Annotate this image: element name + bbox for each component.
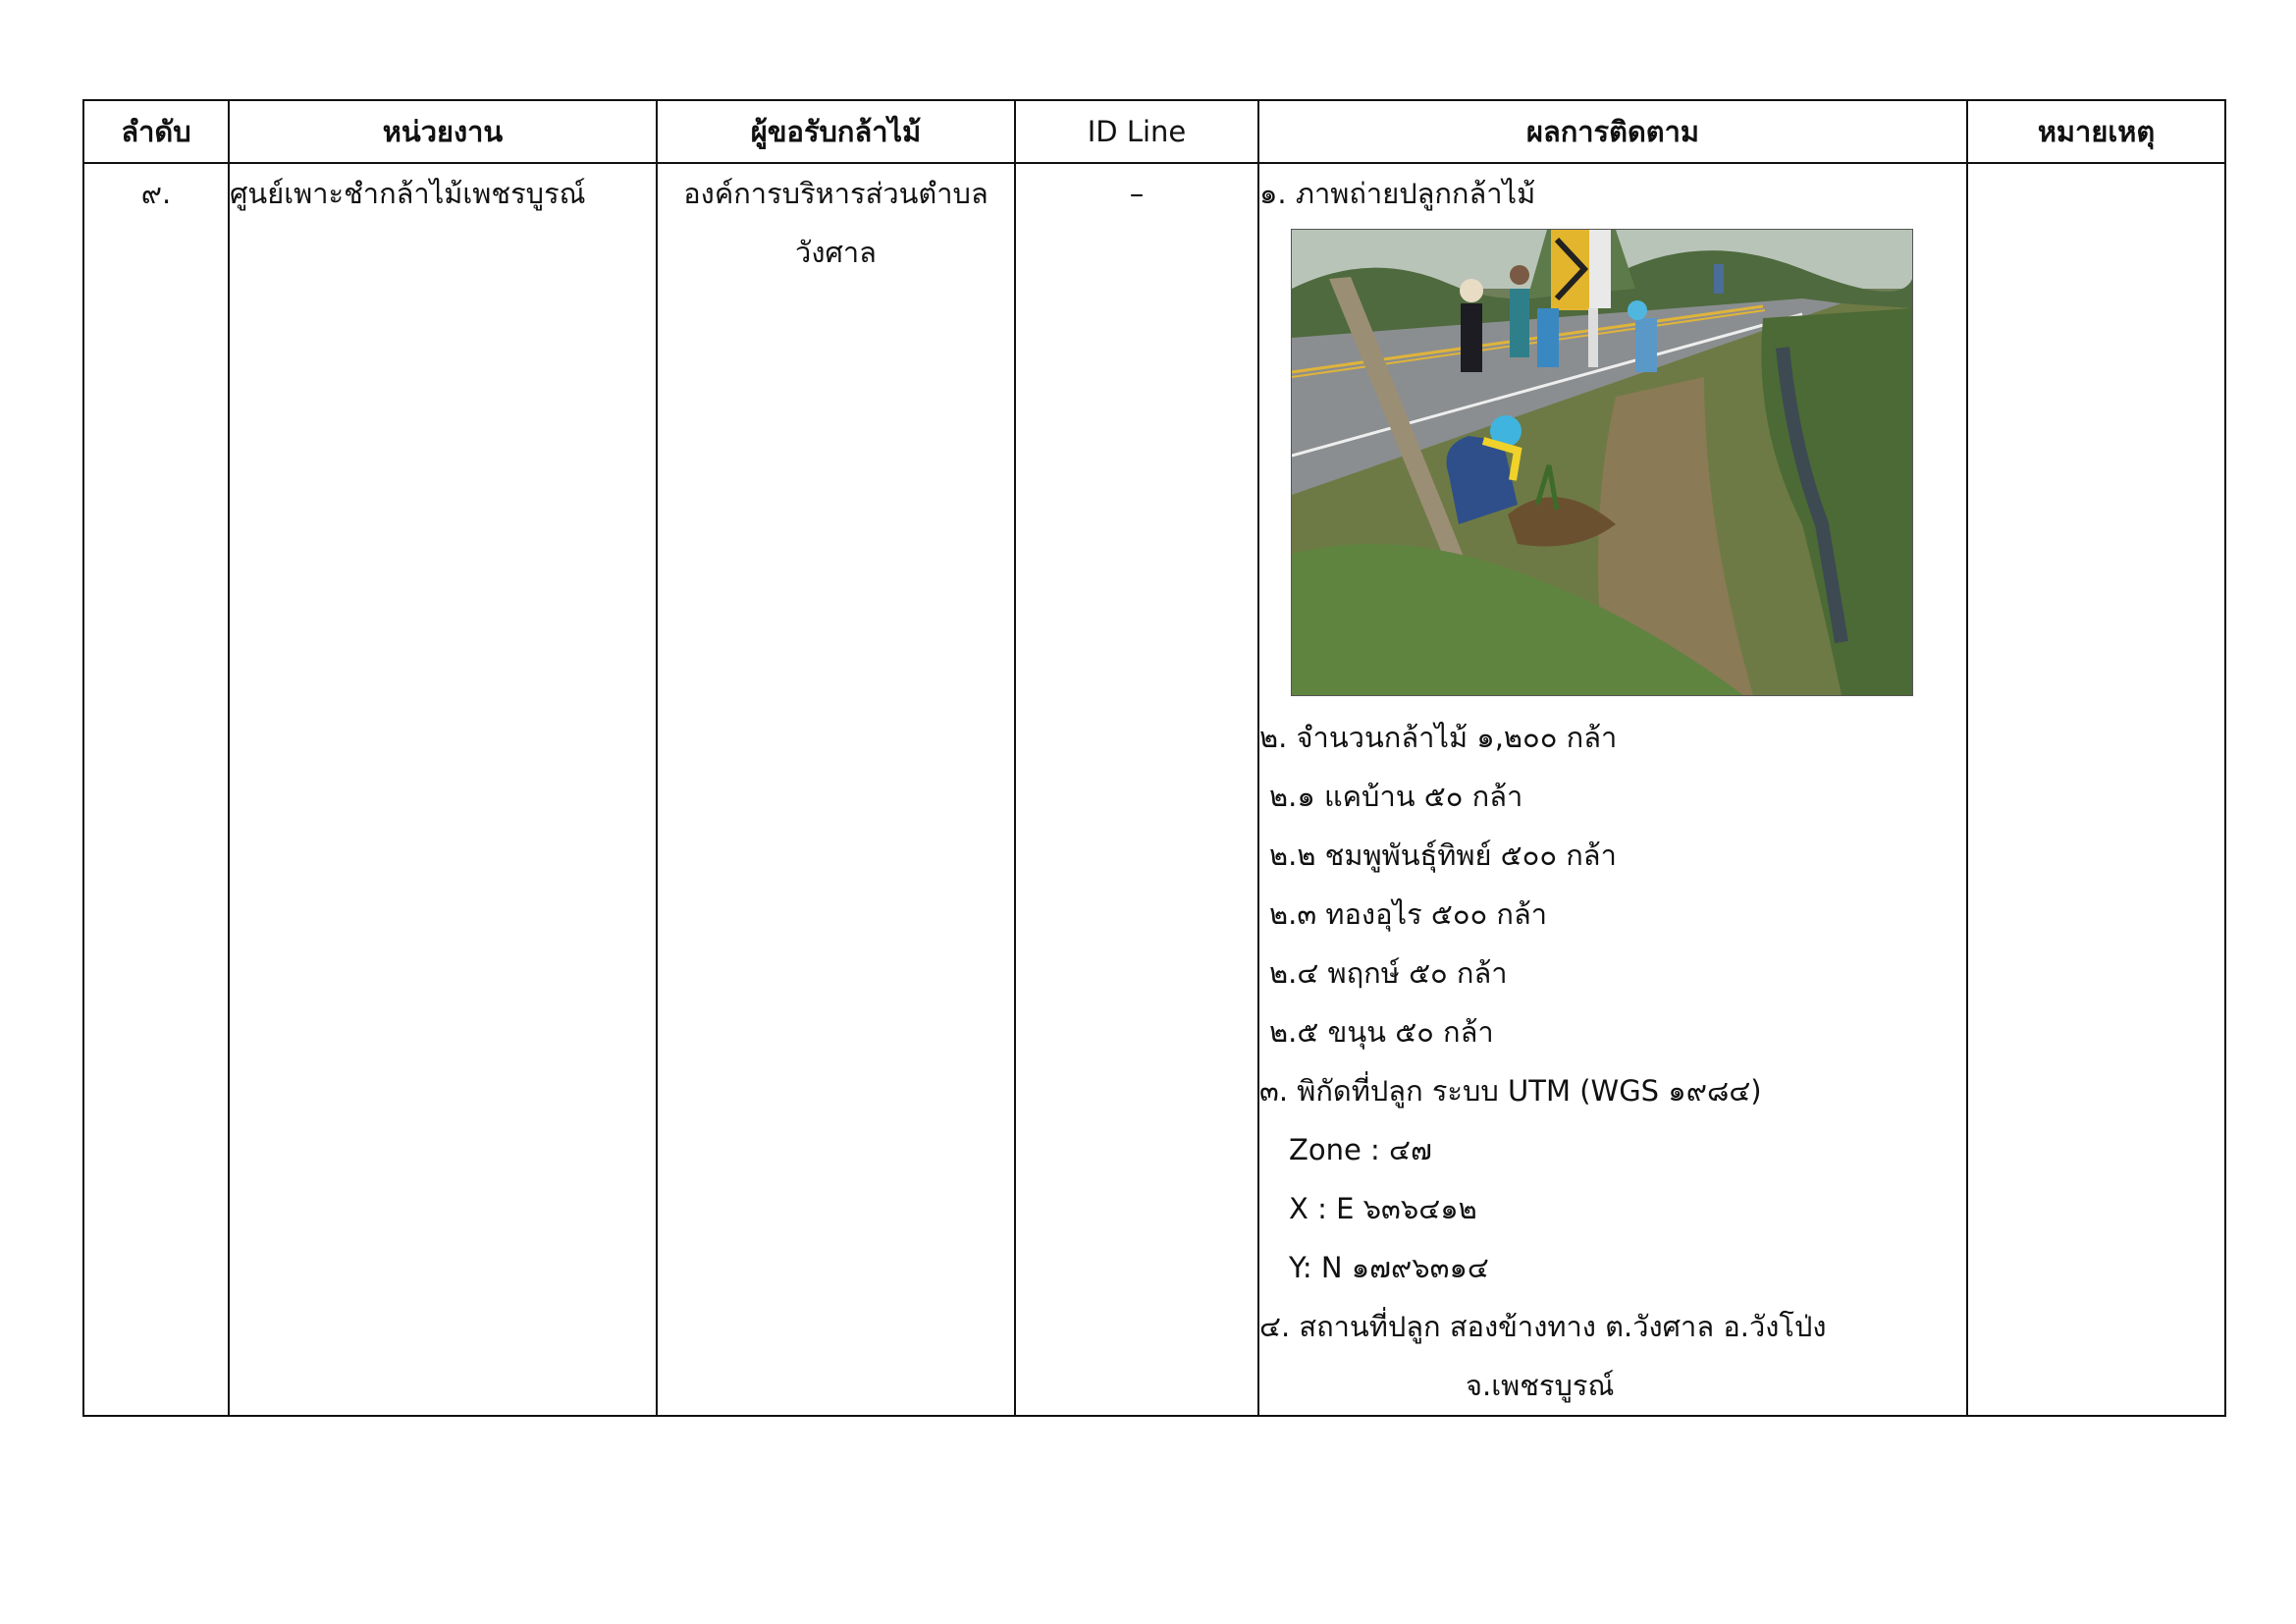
header-id-line: ID Line — [1015, 100, 1258, 163]
table-row — [83, 163, 2225, 1416]
cell-order — [83, 163, 229, 1416]
header-order: ลำดับ — [83, 100, 229, 163]
location-line-2: จ.เพชรบูรณ์ — [1466, 1369, 1615, 1402]
list-item: ๒.๒ ชมพูพันธุ์ทิพย์ ๕๐๐ กล้า — [1269, 839, 1617, 872]
count-heading: ๒. จำนวนกล้าไม้ ๑,๒๐๐ กล้า — [1259, 721, 1618, 754]
utm-y: Y: N ๑๗๙๖๓๑๔ — [1289, 1251, 1489, 1284]
list-item: ๒.๓ ทองอุไร ๕๐๐ กล้า — [1269, 897, 1548, 931]
follow-up-table — [82, 99, 2226, 1417]
agency-value: ศูนย์เพาะชำกล้าไม้เพชรบูรณ์ — [230, 177, 586, 210]
header-result: ผลการติดตาม — [1258, 100, 1967, 163]
location-line-1: ๔. สถานที่ปลูก สองข้างทาง ต.วังศาล อ.วังโป่ง — [1259, 1310, 1827, 1343]
header-remark: หมายเหตุ — [1967, 100, 2225, 163]
utm-x: X : E ๖๓๖๔๑๒ — [1289, 1192, 1477, 1225]
coordinate-heading: ๓. พิกัดที่ปลูก ระบบ UTM (WGS ๑๙๘๔) — [1259, 1074, 1762, 1108]
cell-id-line — [1015, 163, 1258, 1416]
requester-line-2: วังศาล — [795, 236, 877, 269]
list-item: ๒.๔ พฤกษ์ ๕๐ กล้า — [1269, 956, 1508, 990]
cell-agency — [229, 163, 657, 1416]
requester-line-1: องค์การบริหารส่วนตำบล — [683, 177, 988, 210]
header-agency: หน่วยงาน — [229, 100, 657, 163]
cell-remark — [1967, 163, 2225, 1416]
cell-requester — [657, 163, 1015, 1416]
photo-of-tree-planting-icon — [1292, 230, 1912, 695]
list-item: ๒.๑ แคบ้าน ๕๐ กล้า — [1269, 780, 1523, 813]
tree-planting-photo — [1291, 229, 1913, 696]
order-value: ๙. — [140, 177, 172, 210]
utm-zone: Zone : ๔๗ — [1289, 1133, 1432, 1166]
list-item: ๒.๕ ขนุน ๕๐ กล้า — [1269, 1015, 1494, 1049]
id-line-value: – — [1129, 177, 1145, 210]
photo-heading: ๑. ภาพถ่ายปลูกกล้าไม้ — [1259, 177, 1536, 210]
header-requester: ผู้ขอรับกล้าไม้ — [657, 100, 1015, 163]
table-header-row — [83, 100, 2225, 163]
cell-result — [1258, 163, 1967, 1416]
